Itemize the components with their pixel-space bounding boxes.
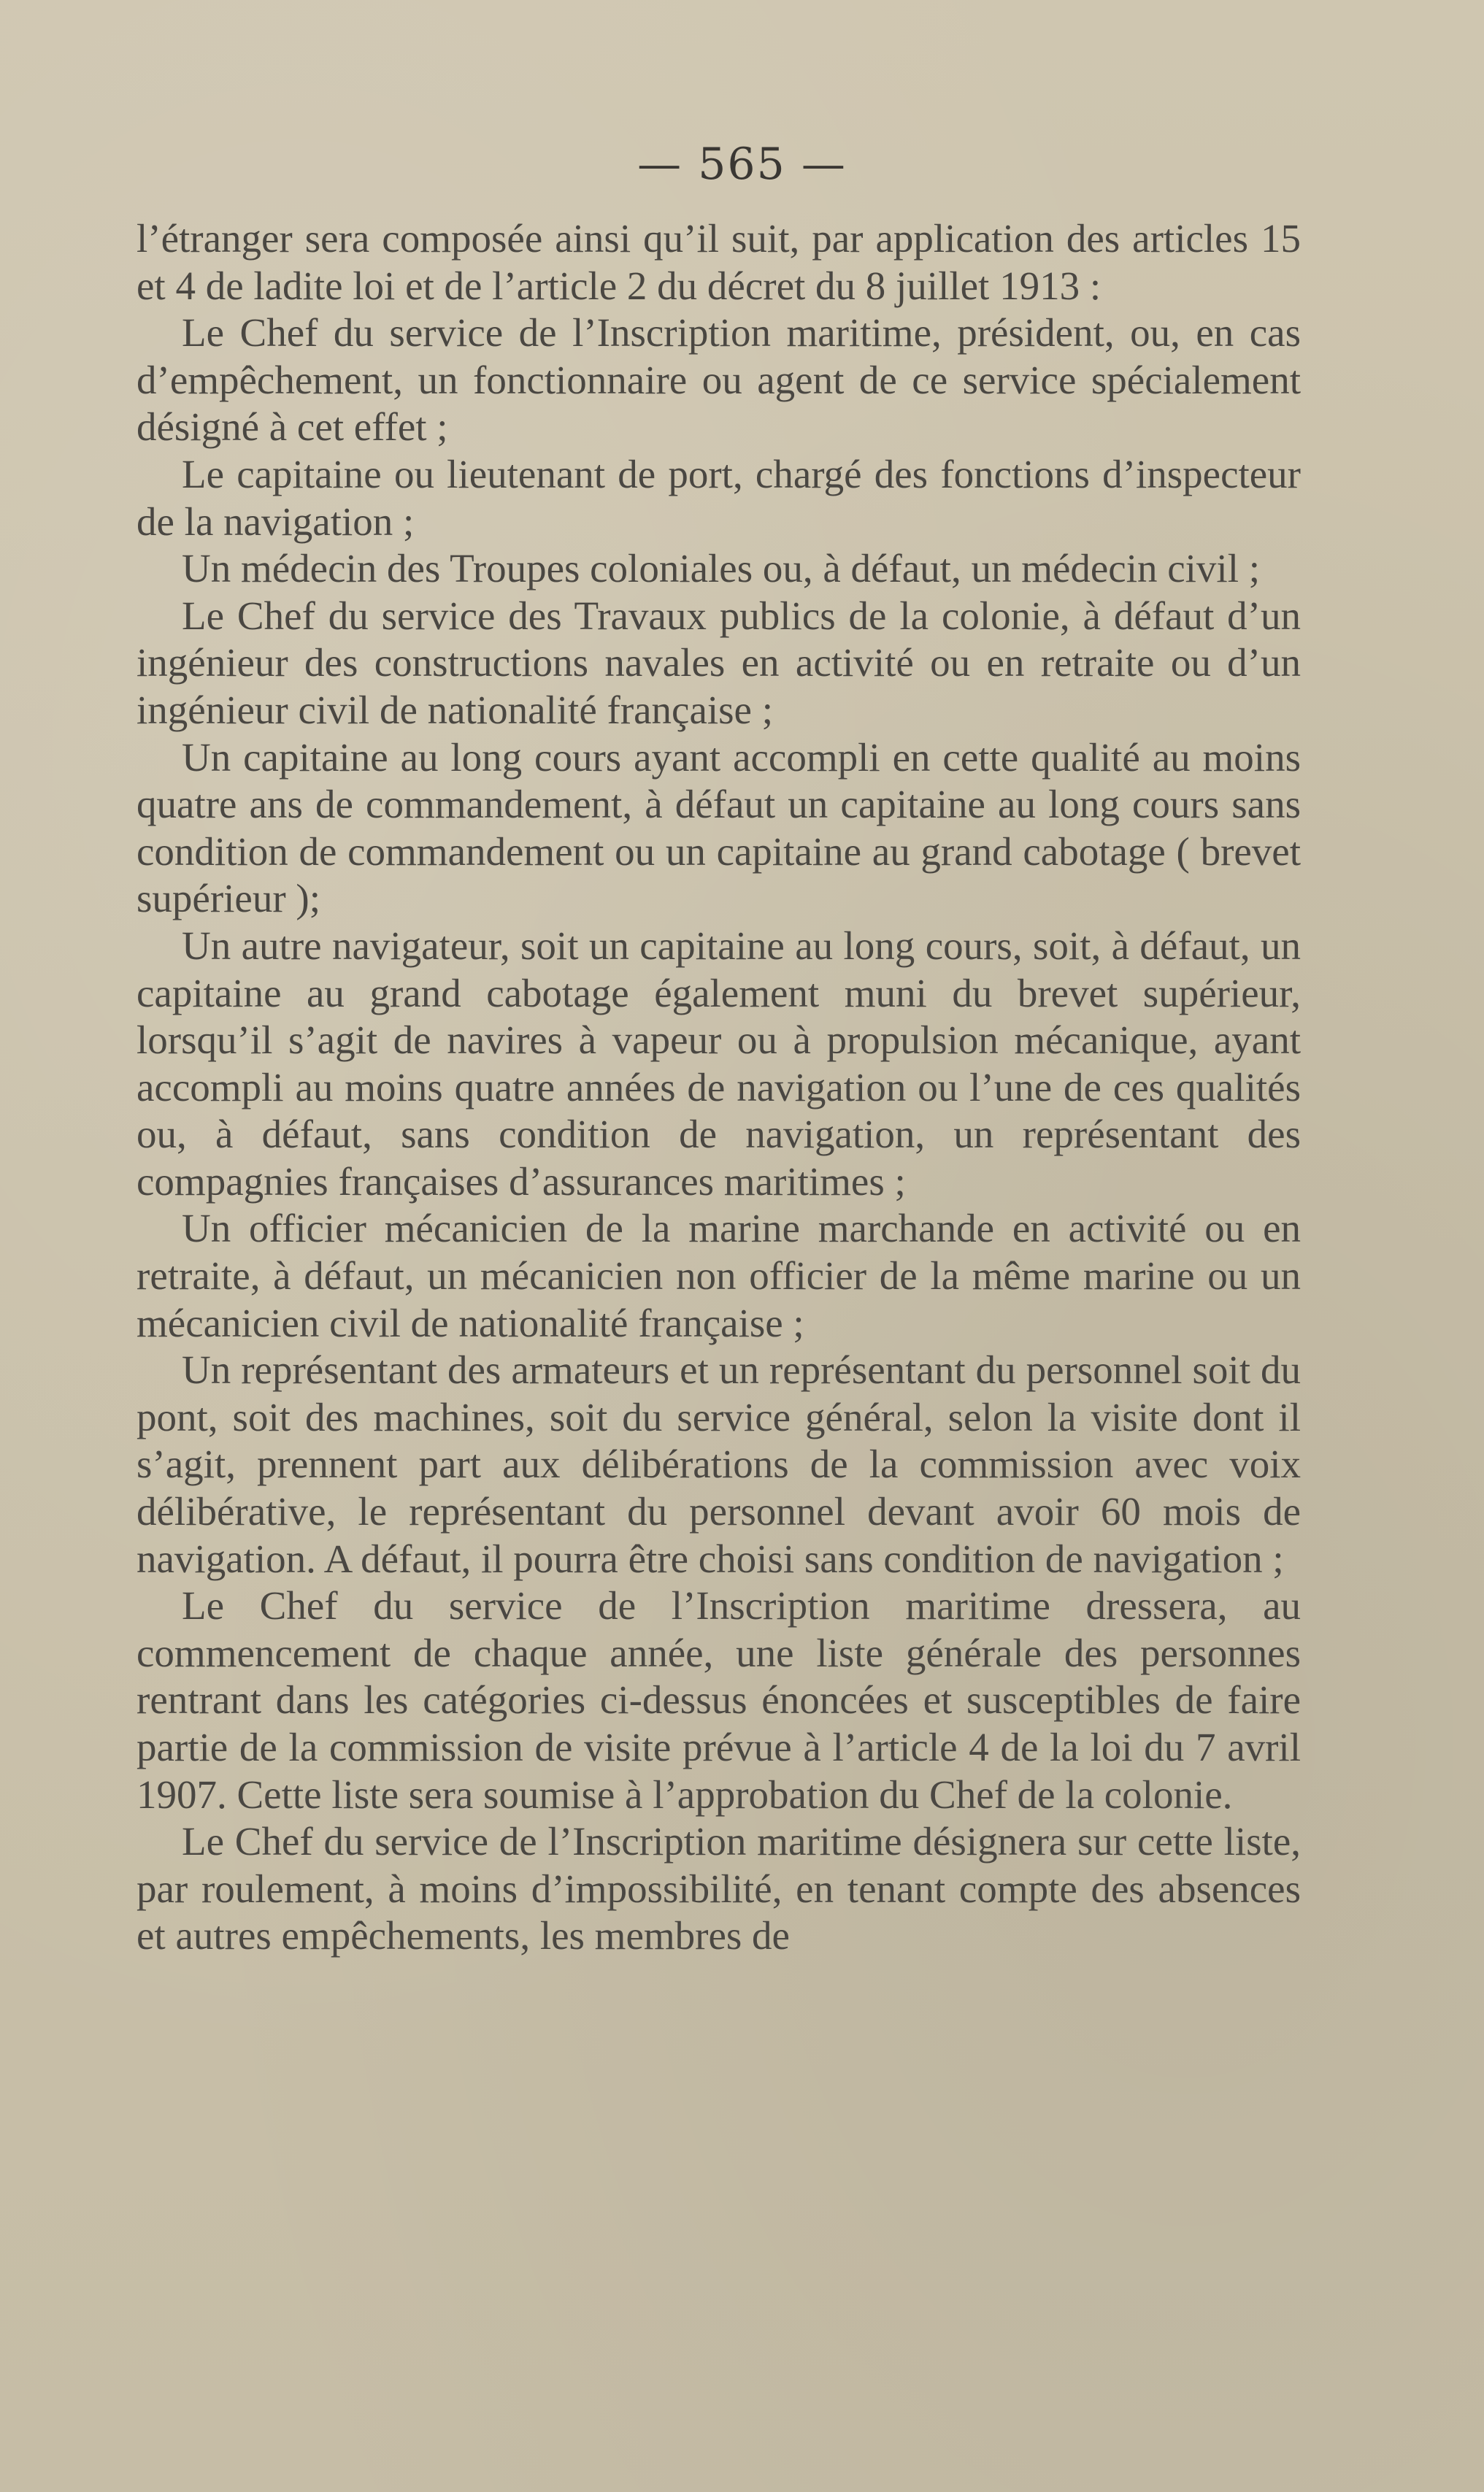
paragraph: Le Chef du service des Travaux publics de la colonie, à défaut d’un ingénieur des constructions navales en activité ou en retraite ou d’un ingénieur civil de nationalité française ; (137, 593, 1301, 732)
body-text (137, 215, 1301, 1960)
paragraph: Le Chef du service de l’Inscription maritime désignera sur cette liste, par roulement, à moins d’impossibilité, en tenant compte des absences et autres empêchements, les membres de (137, 1819, 1301, 1958)
paragraph: Un représentant des armateurs et un représentant du personnel soit du pont, soit des machines, soit du service général, selon la visite dont il s’agit, prennent part aux délibérations de la commission avec voix délibérative, le représentant du personnel devant avoir 60 mois de navigation. A défaut, il pourra être choisi sans condition de navigation ; (137, 1347, 1301, 1581)
paragraph: Un officier mécanicien de la marine marchande en activité ou en retraite, à défaut, un mécanicien non officier de la même marine ou un mécanicien civil de nationalité française ; (137, 1206, 1301, 1345)
paragraph: Un capitaine au long cours ayant accompli en cette qualité au moins quatre ans de commandement, à défaut un capitaine au long cours sans condition de commandement ou un capitaine au grand cabotage ( brevet supérieur ); (137, 734, 1301, 921)
paragraph: l’étranger sera composée ainsi qu’il suit, par application des articles 15 et 4 de ladite loi et de l’article 2 du décret du 8 juillet 1913 : (137, 216, 1301, 308)
paragraph: Le Chef du service de l’Inscription maritime dressera, au commencement de chaque année, une liste générale des personnes rentrant dans les catégories ci-dessus énoncées et susceptibles de faire partie de la commission de visite prévue à l’article 4 de la loi du 7 avril 1907. Cette liste sera soumise à l’approbation du Chef de la colonie. (137, 1583, 1301, 1817)
paragraph: Le capitaine ou lieutenant de port, chargé des fonctions d’inspecteur de la navigation ; (137, 451, 1301, 544)
paragraph: Un médecin des Troupes coloniales ou, à défaut, un médecin civil ; (182, 546, 1261, 591)
paragraph: Un autre navigateur, soit un capitaine au long cours, soit, à défaut, un capitaine au grand cabotage également muni du brevet supérieur, lorsqu’il s’agit de navires à vapeur ou à propulsion mécanique, ayant accompli au moins quatre années de navigation ou l’une de ces qualités ou, à défaut, sans condition de navigation, un représentant des compagnies françaises d’assurances maritimes ; (137, 923, 1301, 1204)
paragraph: Le Chef du service de l’Inscription maritime, président, ou, en cas d’empêchement, un fonctionnaire ou agent de ce service spécialement désigné à cet effet ; (137, 310, 1301, 450)
page-number: — 565 — (637, 139, 847, 190)
